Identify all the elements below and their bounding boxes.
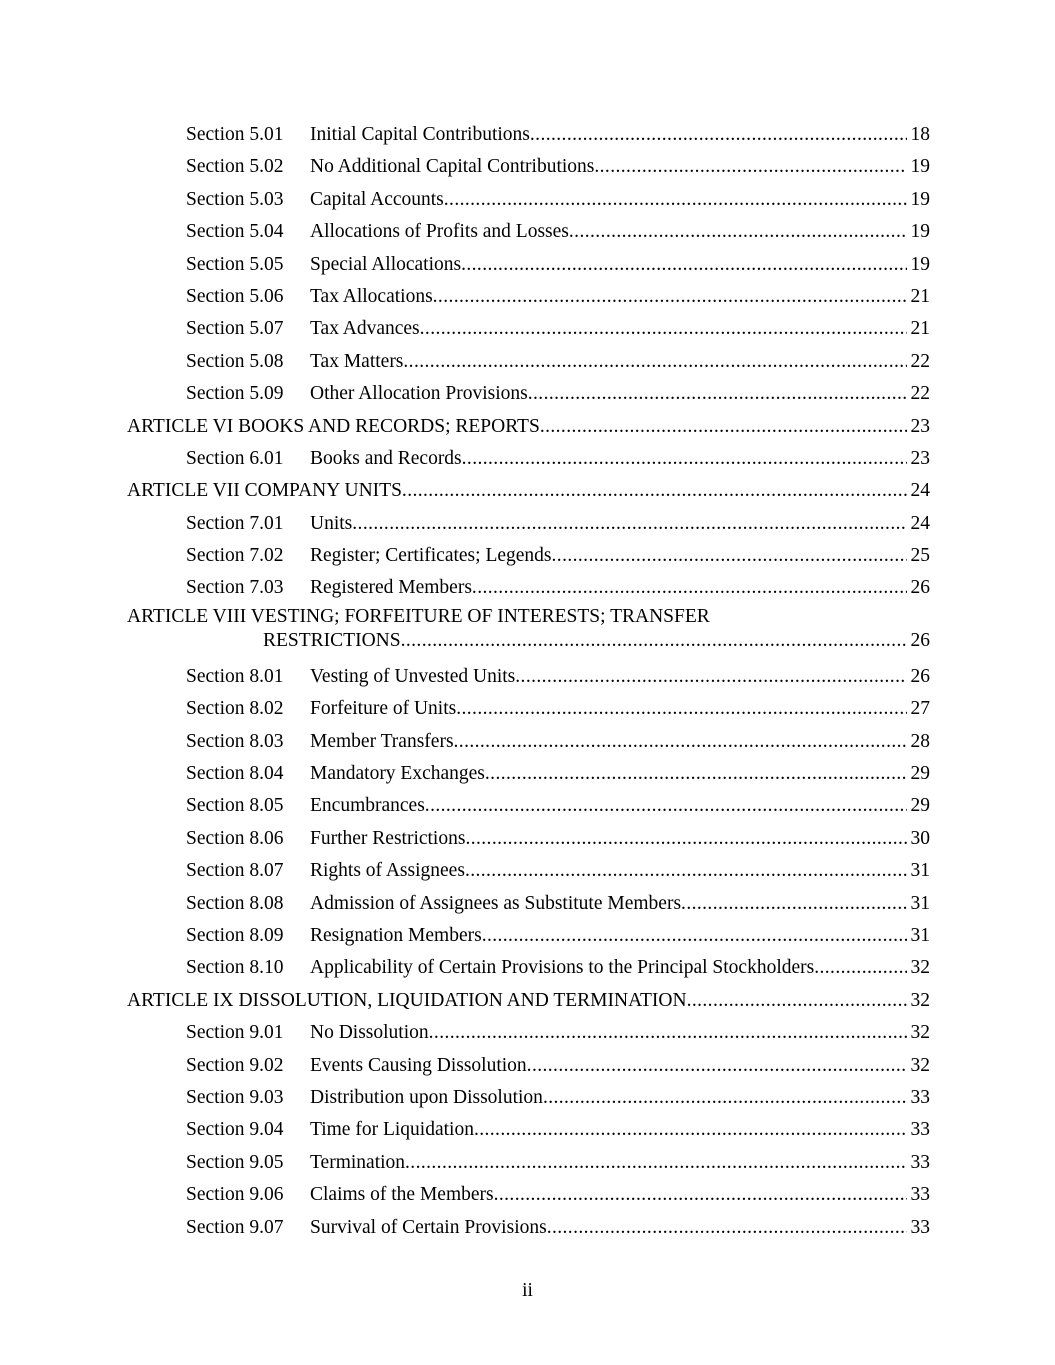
page-number: 33 <box>910 1151 930 1173</box>
page-number: 19 <box>910 188 930 210</box>
section-number: Section 7.01 <box>186 512 284 534</box>
dot-leader <box>687 985 907 1017</box>
toc-entry-section-9-07[interactable] <box>0 1212 1055 1244</box>
dot-leader <box>569 216 907 248</box>
section-number: Section 5.01 <box>186 124 284 145</box>
dot-leader <box>402 475 907 507</box>
article-title: ARTICLE IX DISSOLUTION, LIQUIDATION AND TERMINATION <box>127 989 687 1011</box>
toc-entry-section-5-06[interactable] <box>0 281 1055 313</box>
toc-entry-section-8-10[interactable] <box>0 952 1055 984</box>
dot-leader <box>465 823 906 855</box>
dot-leader <box>528 378 907 410</box>
section-number: Section 8.08 <box>186 892 284 914</box>
page-number: 19 <box>910 156 930 178</box>
toc-entry-section-8-05[interactable] <box>0 790 1055 822</box>
page-number: 32 <box>910 1022 930 1044</box>
page-number: 26 <box>910 577 930 599</box>
entry-line <box>310 249 930 281</box>
toc-entry-section-5-07[interactable] <box>0 313 1055 345</box>
toc-entry-section-8-04[interactable] <box>0 758 1055 790</box>
dot-leader <box>401 629 907 653</box>
section-number: Section 8.10 <box>186 957 284 979</box>
section-number: Section 8.02 <box>186 698 284 720</box>
page-number: 24 <box>910 480 930 502</box>
entry-line <box>310 726 930 758</box>
page-number: 18 <box>910 124 930 145</box>
page-number: 32 <box>910 957 930 979</box>
entry-line <box>263 629 930 653</box>
section-number: Section 5.09 <box>186 383 284 405</box>
section-title: Further Restrictions <box>310 827 466 849</box>
section-title: Time for Liquidation <box>310 1119 474 1141</box>
entry-line <box>310 823 930 855</box>
dot-leader <box>681 888 906 920</box>
toc-entry-section-9-01[interactable] <box>0 1017 1055 1049</box>
section-title: Member Transfers <box>310 730 454 752</box>
entry-line <box>310 1114 930 1146</box>
toc-entry-section-9-02[interactable] <box>0 1050 1055 1082</box>
section-title: Allocations of Profits and Losses <box>310 221 569 243</box>
dot-leader <box>530 119 907 151</box>
toc-entry-article-vii[interactable] <box>0 475 1055 507</box>
entry-line <box>310 281 930 313</box>
entry-line <box>310 1212 930 1244</box>
toc-entry-article-ix[interactable] <box>0 985 1055 1017</box>
entry-line <box>310 443 930 475</box>
entry-line <box>310 952 930 984</box>
page-number: 27 <box>910 698 930 720</box>
table-of-contents <box>0 119 1055 1244</box>
toc-entry-section-8-06[interactable] <box>0 823 1055 855</box>
section-title: Other Allocation Provisions <box>310 383 528 405</box>
dot-leader <box>425 790 907 822</box>
section-number: Section 8.09 <box>186 924 284 946</box>
section-title: Termination <box>310 1151 406 1173</box>
toc-entry-section-6-01[interactable] <box>0 443 1055 475</box>
page-number: 33 <box>910 1184 930 1206</box>
entry-line <box>310 790 930 822</box>
section-title: Forfeiture of Units <box>310 698 457 720</box>
toc-entry-section-8-09[interactable] <box>0 920 1055 952</box>
section-number: Section 8.05 <box>186 795 284 817</box>
entry-line <box>310 888 930 920</box>
toc-entry-section-5-09[interactable] <box>0 378 1055 410</box>
entry-line <box>310 119 930 151</box>
section-title: Units <box>310 512 353 534</box>
toc-entry-section-8-03[interactable] <box>0 726 1055 758</box>
dot-leader <box>405 1147 906 1179</box>
entry-line <box>310 216 930 248</box>
section-title: Claims of the Members <box>310 1184 494 1206</box>
dot-leader <box>552 540 907 572</box>
section-number: Section 9.07 <box>186 1216 284 1238</box>
page-number: 22 <box>910 350 930 372</box>
section-number: Section 5.04 <box>186 221 284 243</box>
dot-leader <box>403 346 906 378</box>
section-title: Special Allocations <box>310 253 462 275</box>
page-number: 26 <box>910 629 930 651</box>
entry-line <box>127 411 930 443</box>
section-title: Tax Advances <box>310 318 420 340</box>
page-number: 33 <box>910 1086 930 1108</box>
section-number: Section 9.04 <box>186 1119 284 1141</box>
entry-line <box>310 758 930 790</box>
dot-leader <box>429 1017 907 1049</box>
section-title: Survival of Certain Provisions <box>310 1216 547 1238</box>
article-title: ARTICLE VIII VESTING; FORFEITURE OF INTERESTS; TRANSFER <box>127 605 710 627</box>
dot-leader <box>444 184 907 216</box>
toc-entry-section-9-03[interactable] <box>0 1082 1055 1114</box>
entry-line <box>310 1179 930 1211</box>
toc-entry-section-9-04[interactable] <box>0 1114 1055 1146</box>
section-number: Section 5.07 <box>186 318 284 340</box>
toc-entry-section-7-03[interactable] <box>0 572 1055 604</box>
toc-entry-section-8-02[interactable] <box>0 693 1055 725</box>
page-number: 31 <box>910 892 930 914</box>
dot-leader <box>814 952 906 984</box>
dot-leader <box>594 151 906 183</box>
dot-leader <box>420 313 907 345</box>
page-number: 25 <box>910 545 930 567</box>
dot-leader <box>433 281 907 313</box>
page-number: 30 <box>910 827 930 849</box>
section-number: Section 7.03 <box>186 577 284 599</box>
entry-line <box>310 378 930 410</box>
entry-line <box>310 1147 930 1179</box>
section-number: Section 9.01 <box>186 1022 284 1044</box>
section-number: Section 8.01 <box>186 665 284 687</box>
dot-leader <box>462 443 907 475</box>
toc-entry-section-5-02[interactable] <box>0 151 1055 183</box>
page-number: 26 <box>910 665 930 687</box>
entry-line <box>310 184 930 216</box>
toc-entry-article-viii[interactable] <box>0 605 1055 661</box>
dot-leader <box>465 855 907 887</box>
toc-entry-section-5-01[interactable] <box>0 119 1055 151</box>
dot-leader <box>352 508 906 540</box>
page-number: 19 <box>910 221 930 243</box>
toc-entry-section-5-04[interactable] <box>0 216 1055 248</box>
entry-line <box>127 985 930 1017</box>
article-title: ARTICLE VI BOOKS AND RECORDS; REPORTS <box>127 415 540 437</box>
dot-leader <box>494 1179 907 1211</box>
section-number: Section 5.03 <box>186 188 284 210</box>
section-title: Rights of Assignees <box>310 860 465 882</box>
section-title: Applicability of Certain Provisions to the Principal Stockholders <box>310 957 815 979</box>
section-number: Section 8.04 <box>186 763 284 785</box>
page-number: 33 <box>910 1119 930 1141</box>
section-title: Capital Accounts <box>310 188 444 210</box>
dot-leader <box>454 726 907 758</box>
section-number: Section 5.02 <box>186 156 284 178</box>
entry-line <box>310 508 930 540</box>
section-title: Registered Members <box>310 577 472 599</box>
toc-entry-section-5-08[interactable] <box>0 346 1055 378</box>
dot-leader <box>485 758 907 790</box>
entry-line <box>310 1050 930 1082</box>
entry-line <box>127 475 930 507</box>
entry-line <box>310 855 930 887</box>
dot-leader <box>543 1082 907 1114</box>
dot-leader <box>472 572 907 604</box>
page-number: 23 <box>910 447 930 469</box>
page-number: 24 <box>910 512 930 534</box>
page-number: 29 <box>910 795 930 817</box>
page-number: 22 <box>910 383 930 405</box>
entry-line <box>310 1017 930 1049</box>
toc-entry-section-5-03[interactable] <box>0 184 1055 216</box>
section-number: Section 9.02 <box>186 1054 284 1076</box>
section-number: Section 5.06 <box>186 285 284 307</box>
section-title: Resignation Members <box>310 924 482 946</box>
toc-entry-section-8-07[interactable] <box>0 855 1055 887</box>
dot-leader <box>474 1114 907 1146</box>
section-title: Vesting of Unvested Units <box>310 665 516 687</box>
entry-line <box>310 693 930 725</box>
section-title: Tax Allocations <box>310 285 433 307</box>
footer-page-number: ii <box>522 1280 533 1301</box>
page-number: 23 <box>910 415 930 437</box>
section-title: Admission of Assignees as Substitute Members <box>310 892 682 914</box>
toc-entry-section-7-02[interactable] <box>0 540 1055 572</box>
entry-line <box>310 540 930 572</box>
dot-leader <box>527 1050 907 1082</box>
page-number: 19 <box>910 253 930 275</box>
section-title: Events Causing Dissolution <box>310 1054 527 1076</box>
section-number: Section 8.03 <box>186 730 284 752</box>
page-number: 28 <box>910 730 930 752</box>
page-number: 29 <box>910 763 930 785</box>
dot-leader <box>540 411 907 443</box>
entry-line <box>310 572 930 604</box>
section-title: Register; Certificates; Legends <box>310 545 552 567</box>
toc-entry-section-8-08[interactable] <box>0 888 1055 920</box>
page-number: 31 <box>910 924 930 946</box>
toc-entry-article-vi[interactable] <box>0 411 1055 443</box>
section-title: No Dissolution <box>310 1022 429 1044</box>
article-title: ARTICLE VII COMPANY UNITS <box>127 480 402 502</box>
dot-leader <box>547 1212 907 1244</box>
section-number: Section 8.07 <box>186 860 284 882</box>
toc-entry-section-7-01[interactable] <box>0 508 1055 540</box>
section-title: Books and Records <box>310 447 462 469</box>
toc-entry-section-9-05[interactable] <box>0 1147 1055 1179</box>
page-number: 33 <box>910 1216 930 1238</box>
page-number: 31 <box>910 860 930 882</box>
article-title-continued: RESTRICTIONS <box>263 629 401 651</box>
toc-entry-section-5-05[interactable] <box>0 249 1055 281</box>
entry-line <box>310 661 930 693</box>
section-number: Section 5.05 <box>186 253 284 275</box>
entry-line <box>310 920 930 952</box>
page-number: 32 <box>910 1054 930 1076</box>
entry-line <box>310 151 930 183</box>
dot-leader <box>456 693 906 725</box>
dot-leader <box>515 661 906 693</box>
section-title: Distribution upon Dissolution <box>310 1086 543 1108</box>
section-number: Section 7.02 <box>186 545 284 567</box>
entry-line <box>310 1082 930 1114</box>
section-title: Initial Capital Contributions <box>310 124 530 145</box>
toc-entry-section-8-01[interactable] <box>0 661 1055 693</box>
section-title: No Additional Capital Contributions <box>310 156 595 178</box>
dot-leader <box>482 920 907 952</box>
section-number: Section 9.05 <box>186 1151 284 1173</box>
page-number: 32 <box>910 989 930 1011</box>
section-title: Tax Matters <box>310 350 404 372</box>
section-title: Encumbrances <box>310 795 425 817</box>
page-number: 21 <box>910 285 930 307</box>
page-number: 21 <box>910 318 930 340</box>
entry-line <box>310 346 930 378</box>
section-number: Section 6.01 <box>186 447 284 469</box>
section-number: Section 5.08 <box>186 350 284 372</box>
toc-entry-section-9-06[interactable] <box>0 1179 1055 1211</box>
dot-leader <box>461 249 906 281</box>
section-number: Section 9.03 <box>186 1086 284 1108</box>
section-title: Mandatory Exchanges <box>310 763 485 785</box>
section-number: Section 8.06 <box>186 827 284 849</box>
section-number: Section 9.06 <box>186 1184 284 1206</box>
entry-line <box>310 313 930 345</box>
